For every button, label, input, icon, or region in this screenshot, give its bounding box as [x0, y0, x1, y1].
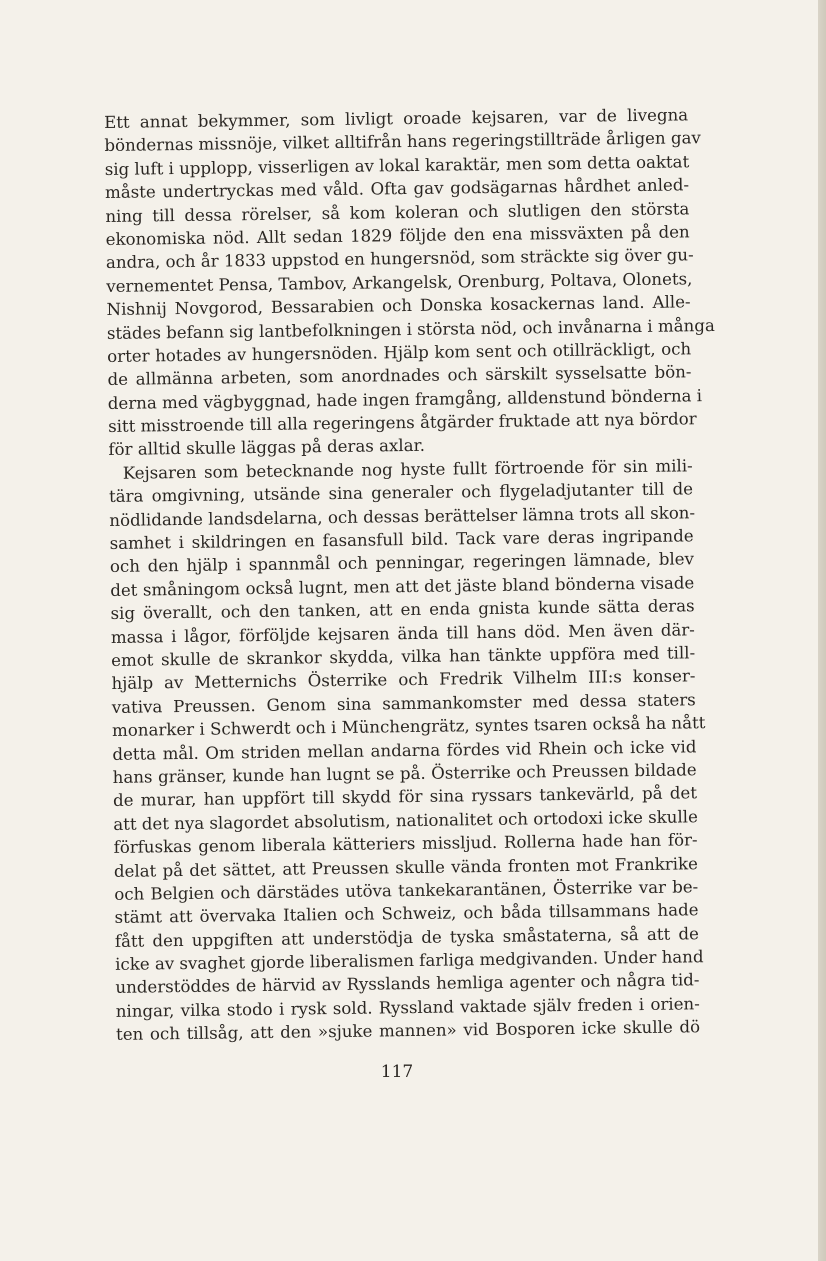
text-line: icke av svaghet gjorde liberalismen farliga medgivanden. Under hand [115, 947, 704, 974]
text-line: ten och tillsåg, att den »sjuke mannen» vid Bosporen icke skulle dö [115, 1017, 701, 1045]
text-line: fått den uppgiften att understödja de tyska småstaterna, så att de [114, 923, 699, 951]
text-line: hans gränser, kunde han lugnt se på. Österrike och Preussen bildade [112, 760, 697, 787]
text-line: derna med vägbyggnad, hade ingen framgång, alldenstund bönderna i [107, 385, 703, 413]
text-line: det småningom också lugnt, men att det jäste bland bönderna visade [110, 573, 695, 600]
text-line: ning till dessa rörelser, så kom koleran och slutligen den största [105, 198, 690, 226]
text-line: att det nya slagordet absolutism, nationalitet och ortodoxi icke skulle [113, 807, 698, 834]
text-line: böndernas missnöje, vilket alltifrån hans regeringstillträde årligen gav [104, 128, 701, 156]
text-line: de murar, han uppfört till skydd för sina ryssars tankevärld, på det [112, 783, 698, 811]
text-line: massa i lågor, förföljde kejsaren ända till hans död. Men även där- [110, 619, 695, 647]
text-line: städes befann sig lantbefolkningen i största nöd, och invånarna i många [106, 315, 715, 343]
text-line: hjälp av Metternichs Österrike och Fredrik Vilhelm III:s konser- [111, 666, 696, 694]
text-line: måste undertryckas med våld. Ofta gav godsägarnas hårdhet anled- [104, 175, 690, 203]
text-line: nödlidande landsdelarna, och dessas berättelser lämna trots all skon- [109, 502, 696, 530]
text-line: andra, och år 1833 uppstod en hungersnöd, som sträckte sig över gu- [105, 245, 694, 273]
text-line: Ett annat bekymmer, som livligt oroade kejsaren, var de livegna [104, 105, 689, 132]
page-number: 117 [380, 1062, 414, 1082]
text-line: de allmänna arbeten, som anordnades och särskilt sysselsatte bön- [107, 362, 692, 390]
text-line: emot skulle de skrankor skydda, vilka han tänkte uppföra med till- [111, 643, 696, 670]
text-line: för alltid skulle läggas på deras axlar. [108, 436, 426, 460]
body-text [104, 103, 715, 1046]
text-line: och Belgien och därstädes utöva tankekarantänen, Österrike var be- [114, 877, 699, 904]
text-line: förfuskas genom liberala kätteriers missljud. Rollerna hade han för- [113, 830, 698, 858]
text-line: detta mål. Om striden mellan andarna fördes vid Rhein och icke vid [112, 736, 697, 764]
text-line: sig luft i upplopp, visserligen av lokal karaktär, men som detta oaktat [104, 152, 690, 179]
text-line: ekonomiska nöd. Allt sedan 1829 följde den ena missväxten på den [105, 222, 690, 249]
text-line: tära omgivning, utsände sina generaler och flygeladjutanter till de [108, 479, 694, 507]
text-line: Nishnij Novgorod, Bessarabien och Donska kosackernas land. Alle- [106, 292, 691, 320]
text-line: stämt att övervaka Italien och Schweiz, och båda tillsammans hade [114, 900, 699, 928]
text-line: vativa Preussen. Genom sina sammankomster med dessa staters [111, 690, 696, 717]
text-line: och den hjälp i spannmål och penningar, regeringen lämnade, blev [109, 549, 695, 577]
text-line: orter hotades av hungersnöden. Hjälp kom sent och otillräckligt, och [107, 339, 692, 366]
page-edge [818, 0, 826, 1261]
text-line: samhet i skildringen en fasansfull bild. Tack vare deras ingripande [109, 526, 694, 553]
text-line: monarker i Schwerdt och i Münchengrätz, syntes tsaren också ha nått [111, 713, 706, 741]
text-line: ningar, vilka stodo i rysk sold. Ryssland vaktade själv freden i orien- [115, 994, 700, 1021]
text-line: sig överallt, och den tanken, att en enda gnista kunde sätta deras [110, 596, 695, 624]
text-line: sitt misstroende till alla regeringens åtgärder fruktade att nya bördor [108, 409, 697, 437]
text-line: understöddes de härvid av Rysslands hemliga agenter och några tid- [115, 970, 700, 998]
text-line: Kejsaren som betecknande nog hyste fullt förtroende för sin mili- [122, 456, 693, 483]
text-line: vernementet Pensa, Tambov, Arkangelsk, Orenburg, Poltava, Olonets, [106, 269, 693, 296]
text-line: delat på det sättet, att Preussen skulle vända fronten mot Frankrike [113, 853, 699, 881]
